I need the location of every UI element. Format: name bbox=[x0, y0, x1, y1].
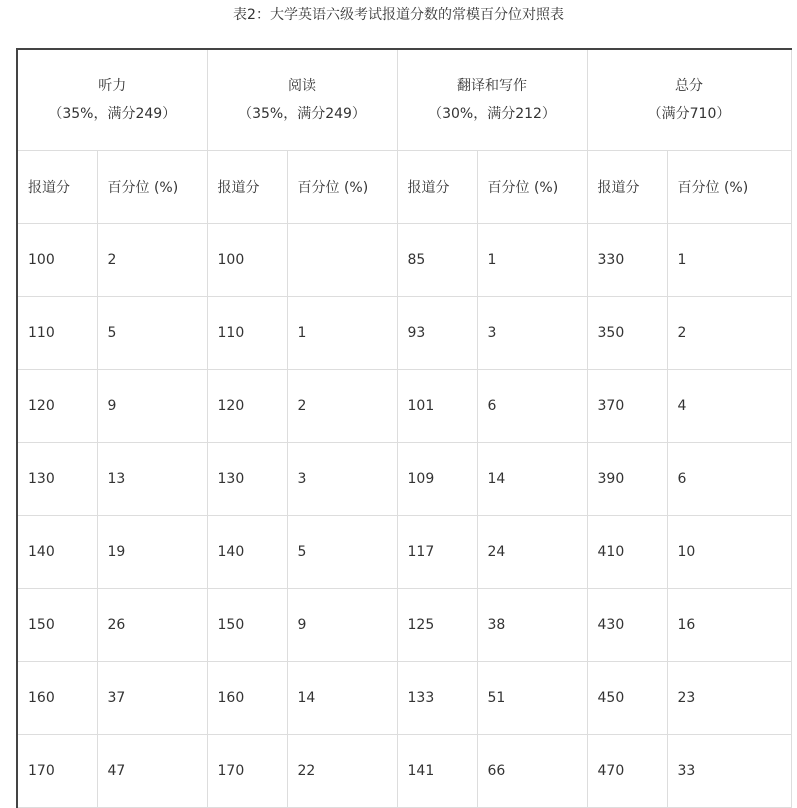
percentile-cell: 47 bbox=[97, 735, 207, 808]
percentile-cell: 1 bbox=[477, 224, 587, 297]
score-cell: 390 bbox=[587, 443, 667, 516]
score-cell: 110 bbox=[207, 297, 287, 370]
percentile-cell: 2 bbox=[667, 297, 791, 370]
table-row bbox=[17, 297, 791, 370]
group-title: 翻译和写作 bbox=[457, 78, 527, 94]
score-cell: 450 bbox=[587, 662, 667, 735]
score-cell: 85 bbox=[397, 224, 477, 297]
table-row bbox=[17, 662, 791, 735]
score-cell: 109 bbox=[397, 443, 477, 516]
score-cell: 120 bbox=[17, 370, 97, 443]
subheader-percentile: 百分位 (%) bbox=[667, 151, 791, 224]
percentile-cell: 3 bbox=[287, 443, 397, 516]
subheader-score: 报道分 bbox=[207, 151, 287, 224]
group-subtitle: （满分710） bbox=[647, 106, 731, 122]
percentile-cell: 2 bbox=[97, 224, 207, 297]
score-cell: 430 bbox=[587, 589, 667, 662]
percentile-cell: 66 bbox=[477, 735, 587, 808]
subheader-score: 报道分 bbox=[17, 151, 97, 224]
score-cell: 130 bbox=[17, 443, 97, 516]
group-subtitle: （35%，满分249） bbox=[238, 106, 366, 122]
score-cell: 410 bbox=[587, 516, 667, 589]
score-cell: 120 bbox=[207, 370, 287, 443]
table-row bbox=[17, 443, 791, 516]
subheader-percentile: 百分位 (%) bbox=[97, 151, 207, 224]
table-row bbox=[17, 370, 791, 443]
group-title: 听力 bbox=[98, 78, 127, 94]
group-header-listening bbox=[17, 49, 207, 151]
group-header-row bbox=[17, 49, 791, 151]
score-cell: 141 bbox=[397, 735, 477, 808]
score-cell: 150 bbox=[17, 589, 97, 662]
score-cell: 170 bbox=[17, 735, 97, 808]
score-cell: 330 bbox=[587, 224, 667, 297]
percentile-cell: 24 bbox=[477, 516, 587, 589]
score-cell: 160 bbox=[207, 662, 287, 735]
percentile-cell: 10 bbox=[667, 516, 791, 589]
group-subtitle: （30%，满分212） bbox=[428, 106, 556, 122]
group-title: 总分 bbox=[675, 78, 703, 94]
percentile-cell: 1 bbox=[287, 297, 397, 370]
subheader-score: 报道分 bbox=[587, 151, 667, 224]
percentile-cell: 5 bbox=[287, 516, 397, 589]
score-cell: 350 bbox=[587, 297, 667, 370]
percentile-cell: 6 bbox=[477, 370, 587, 443]
table-caption: 表2：大学英语六级考试报道分数的常模百分位对照表 bbox=[233, 7, 564, 23]
subheader-percentile: 百分位 (%) bbox=[477, 151, 587, 224]
score-cell: 160 bbox=[17, 662, 97, 735]
group-header-translation-writing bbox=[397, 49, 587, 151]
percentile-cell: 1 bbox=[667, 224, 791, 297]
percentile-cell: 22 bbox=[287, 735, 397, 808]
table-row bbox=[17, 224, 791, 297]
group-title: 阅读 bbox=[288, 78, 316, 94]
group-subtitle: （35%，满分249） bbox=[48, 106, 177, 122]
percentile-cell: 23 bbox=[667, 662, 791, 735]
score-cell: 100 bbox=[207, 224, 287, 297]
table-row bbox=[17, 589, 791, 662]
group-header-reading bbox=[207, 49, 397, 151]
score-cell: 133 bbox=[397, 662, 477, 735]
score-cell: 470 bbox=[587, 735, 667, 808]
score-cell: 110 bbox=[17, 297, 97, 370]
percentile-cell: 9 bbox=[287, 589, 397, 662]
percentile-cell: 6 bbox=[667, 443, 791, 516]
table-row bbox=[17, 516, 791, 589]
percentile-cell: 33 bbox=[667, 735, 791, 808]
score-cell: 370 bbox=[587, 370, 667, 443]
percentile-cell: 51 bbox=[477, 662, 587, 735]
percentile-cell bbox=[287, 224, 397, 297]
percentile-cell: 16 bbox=[667, 589, 791, 662]
group-header-total bbox=[587, 49, 791, 151]
score-cell: 100 bbox=[17, 224, 97, 297]
percentile-cell: 2 bbox=[287, 370, 397, 443]
subheader-score: 报道分 bbox=[397, 151, 477, 224]
score-cell: 130 bbox=[207, 443, 287, 516]
percentile-cell: 9 bbox=[97, 370, 207, 443]
table-row bbox=[17, 735, 791, 808]
percentile-cell: 14 bbox=[477, 443, 587, 516]
percentile-cell: 37 bbox=[97, 662, 207, 735]
percentile-cell: 5 bbox=[97, 297, 207, 370]
score-cell: 101 bbox=[397, 370, 477, 443]
score-cell: 125 bbox=[397, 589, 477, 662]
score-cell: 140 bbox=[207, 516, 287, 589]
percentile-cell: 13 bbox=[97, 443, 207, 516]
subheader-row bbox=[17, 151, 791, 224]
score-cell: 117 bbox=[397, 516, 477, 589]
percentile-cell: 3 bbox=[477, 297, 587, 370]
percentile-table bbox=[16, 48, 792, 808]
percentile-cell: 4 bbox=[667, 370, 791, 443]
percentile-cell: 14 bbox=[287, 662, 397, 735]
score-cell: 93 bbox=[397, 297, 477, 370]
percentile-cell: 38 bbox=[477, 589, 587, 662]
score-cell: 150 bbox=[207, 589, 287, 662]
score-cell: 140 bbox=[17, 516, 97, 589]
percentile-cell: 19 bbox=[97, 516, 207, 589]
score-cell: 170 bbox=[207, 735, 287, 808]
percentile-cell: 26 bbox=[97, 589, 207, 662]
subheader-percentile: 百分位 (%) bbox=[287, 151, 397, 224]
